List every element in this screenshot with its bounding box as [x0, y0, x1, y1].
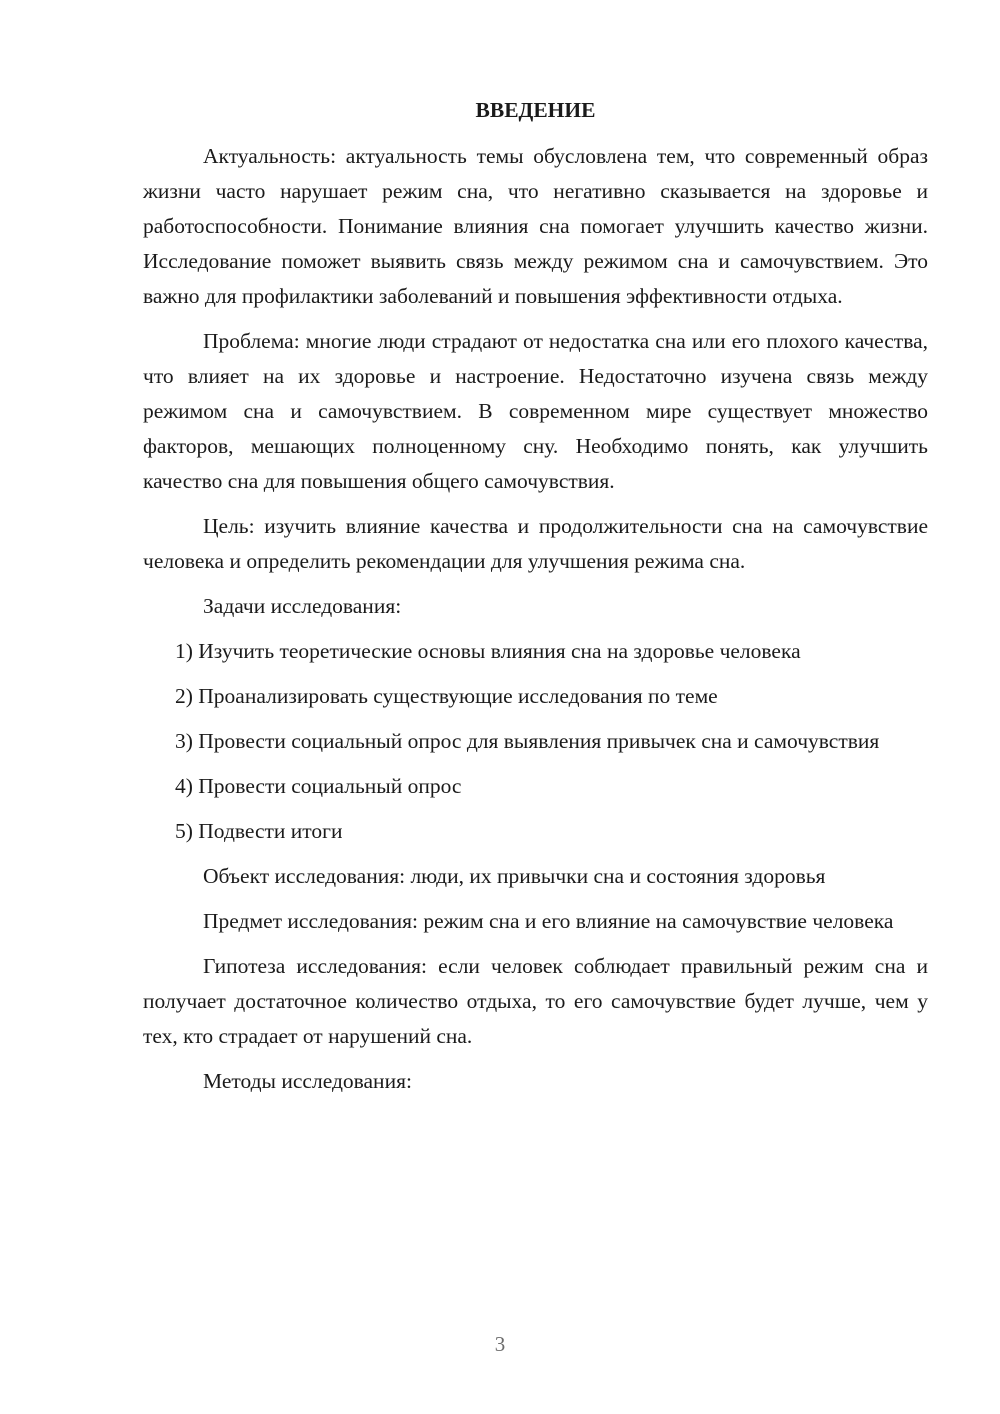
page-content	[143, 93, 928, 1109]
problem-paragraph: Проблема: многие люди страдают от недостатка сна или его плохого качества, что влияет на их здоровье и настроение. Недостаточно изучена связь между режимом сна и самочувствием. В современном мире существует множество факторов, мешающих полноценному сну. Необходимо понять, как улучшить качество сна для повышения общего самочувствия.	[143, 329, 928, 493]
object-paragraph: Объект исследования: люди, их привычки сна и состояния здоровья	[203, 864, 826, 888]
tasks-heading: Задачи исследования:	[203, 594, 402, 618]
task-item-3: 3) Провести социальный опрос для выявления привычек сна и самочувствия	[175, 729, 880, 753]
task-item-4: 4) Провести социальный опрос	[175, 774, 462, 798]
task-item-1: 1) Изучить теоретические основы влияния сна на здоровье человека	[175, 639, 801, 663]
relevance-paragraph: Актуальность: актуальность темы обусловлена тем, что современный образ жизни часто нарушает режим сна, что негативно сказывается на здоровье и работоспособности. Понимание влияния сна помогает улучшить качество жизни. Исследование поможет выявить связь между режимом сна и самочувствием. Это важно для профилактики заболеваний и повышения эффективности отдыха.	[143, 144, 928, 308]
hypothesis-paragraph: Гипотеза исследования: если человек соблюдает правильный режим сна и получает достаточное количество отдыха, то его самочувствие будет лучше, чем у тех, кто страдает от нарушений сна.	[143, 954, 928, 1048]
task-item-2: 2) Проанализировать существующие исследования по теме	[175, 684, 718, 708]
section-heading: ВВЕДЕНИЕ	[475, 98, 596, 122]
goal-paragraph: Цель: изучить влияние качества и продолжительности сна на самочувствие человека и определить рекомендации для улучшения режима сна.	[143, 514, 928, 573]
page-number: 3	[494, 1332, 506, 1356]
subject-paragraph: Предмет исследования: режим сна и его влияние на самочувствие человека	[203, 909, 894, 933]
task-item-5: 5) Подвести итоги	[175, 819, 343, 843]
methods-heading: Методы исследования:	[203, 1069, 412, 1093]
